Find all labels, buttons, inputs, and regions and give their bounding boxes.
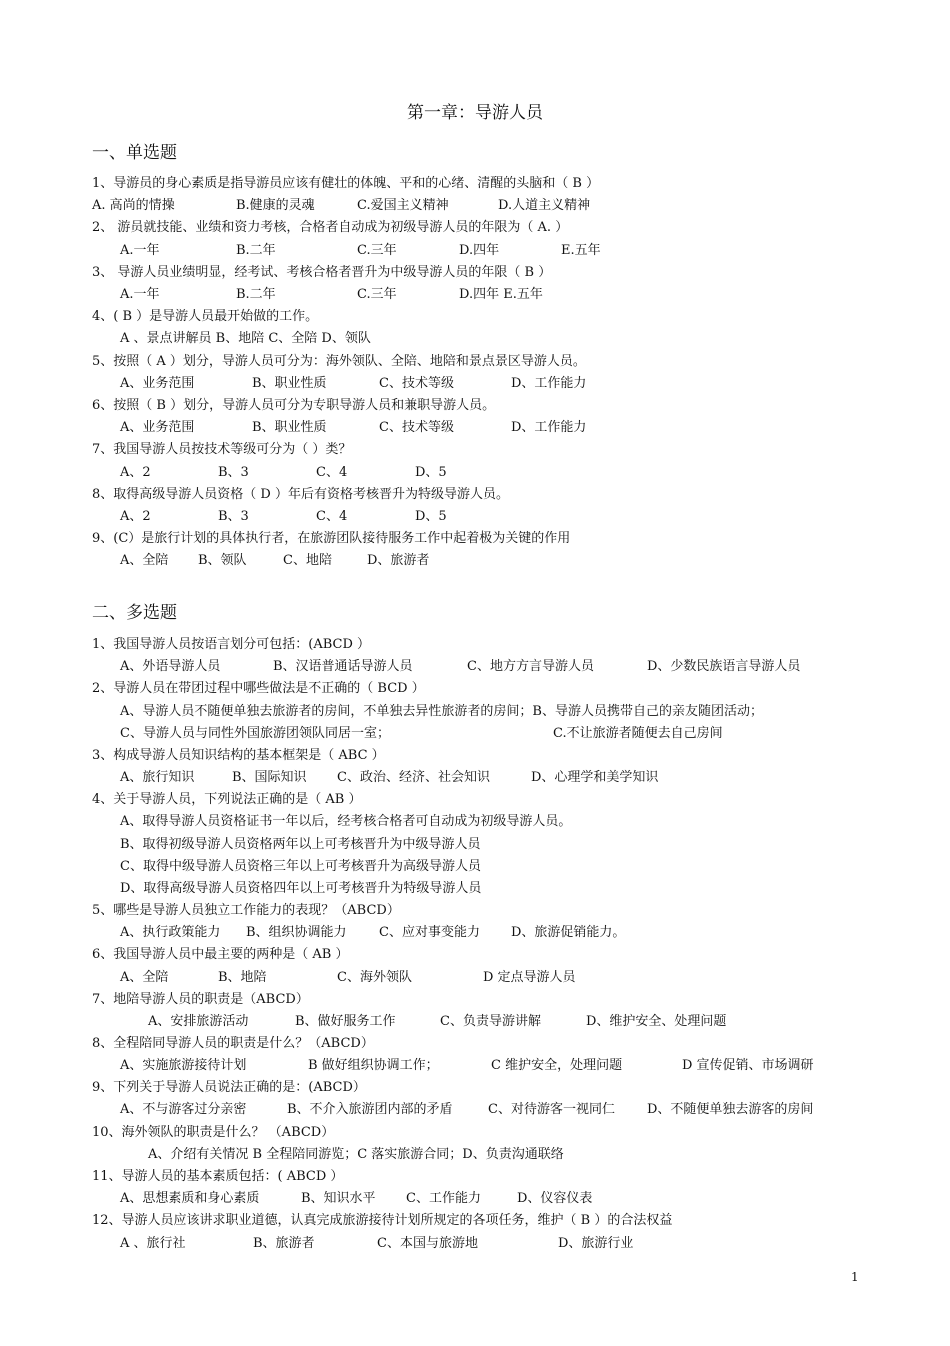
option: D、心理学和美学知识	[531, 770, 659, 785]
question-text: 1、我国导游人员按语言划分可包括：(ABCD ）	[92, 637, 371, 652]
option: B、国际知识	[232, 770, 307, 785]
option: A. 高尚的情操	[92, 198, 175, 213]
option: C、4	[316, 509, 348, 524]
option: A、实施旅游接待计划	[120, 1058, 247, 1073]
section-heading-single: 一、单选题	[92, 143, 177, 163]
option: C、负责导游讲解	[440, 1014, 541, 1029]
section-heading-multiple: 二、多选题	[92, 603, 177, 623]
option: C.三年	[357, 287, 397, 302]
option: A、2	[120, 465, 151, 480]
question-text: 11、导游人员的基本素质包括：( ABCD ）	[92, 1169, 344, 1184]
option: A、2	[120, 509, 151, 524]
option: B、3	[218, 465, 249, 480]
option: C、政治、经济、社会知识	[337, 770, 490, 785]
option: E.五年	[561, 243, 601, 258]
question-text: 9、(C）是旅行计划的具体执行者，在旅游团队接待服务工作中起着极为关键的作用	[92, 531, 571, 546]
option: D、旅游者	[367, 553, 430, 568]
question-text: 3、构成导游人员知识结构的基本框架是（ ABC ）	[92, 748, 385, 763]
option: C、工作能力	[406, 1191, 481, 1206]
option: B、旅游者	[253, 1236, 315, 1251]
option-line: B、取得初级导游人员资格两年以上可考核晋升为中级导游人员	[120, 837, 481, 852]
option: C、技术等级	[379, 420, 454, 435]
question-text: 4、( B ）是导游人员最开始做的工作。	[92, 309, 319, 324]
question-text: 6、按照（ B ）划分，导游人员可分为专职导游人员和兼职导游人员。	[92, 398, 496, 413]
option: A、思想素质和身心素质	[120, 1191, 260, 1206]
option: C、导游人员与同性外国旅游团领队同居一室；	[120, 726, 390, 741]
option: D、旅游行业	[558, 1236, 634, 1251]
question-text: 7、地陪导游人员的职责是（ABCD）	[92, 992, 309, 1007]
option: C、技术等级	[379, 376, 454, 391]
option: B、职业性质	[252, 376, 327, 391]
option: D、少数民族语言导游人员	[647, 659, 801, 674]
option: B、汉语普通话导游人员	[273, 659, 413, 674]
option: D、旅游促销能力。	[511, 925, 626, 940]
option: C、应对事变能力	[379, 925, 480, 940]
question-text: 4、关于导游人员，下列说法正确的是（ AB ）	[92, 792, 362, 807]
option: B、地陪	[218, 970, 267, 985]
option: C、地陪	[283, 553, 332, 568]
question-text: 10、海外领队的职责是什么？ （ABCD）	[92, 1125, 335, 1140]
option: A、外语导游人员	[120, 659, 221, 674]
option: C.不让旅游者随便去自己房间	[553, 726, 723, 741]
option: D、维护安全、处理问题	[586, 1014, 727, 1029]
option: C、海外领队	[337, 970, 412, 985]
option: B、组织协调能力	[246, 925, 347, 940]
option: A、全陪	[120, 970, 169, 985]
option: A、导游人员不随便单独去旅游者的房间，不单独去异性旅游者的房间；B、导游人员携带自己的亲友随团活动；	[120, 704, 763, 719]
option: B、职业性质	[252, 420, 327, 435]
option: A、全陪	[120, 553, 169, 568]
option: C.三年	[357, 243, 397, 258]
question-text: 2、 游员就技能、业绩和资力考核，合格者自动成为初级导游人员的年限为（ A. ）	[92, 220, 569, 235]
question-text: 5、按照（ A ）划分，导游人员可分为：海外领队、全陪、地陪和景点景区导游人员。	[92, 354, 586, 369]
option: D、工作能力	[511, 376, 587, 391]
option: A、业务范围	[120, 420, 195, 435]
option: D、5	[415, 465, 447, 480]
option: C、地方方言导游人员	[467, 659, 594, 674]
option: B.健康的灵魂	[236, 198, 315, 213]
option: C、对待游客一视同仁	[488, 1102, 615, 1117]
option: B、领队	[198, 553, 247, 568]
question-text: 12、导游人员应该讲求职业道德，认真完成旅游接待计划所规定的各项任务，维护（ B ）的合法权益	[92, 1213, 673, 1228]
option: B 做好组织协调工作；	[308, 1058, 439, 1073]
question-text: 2、导游人员在带团过程中哪些做法是不正确的（ BCD ）	[92, 681, 425, 696]
option: B、知识水平	[301, 1191, 376, 1206]
option: C、4	[316, 465, 348, 480]
option: A、安排旅游活动	[148, 1014, 249, 1029]
option: A 、旅行社	[120, 1236, 186, 1251]
option: C、本国与旅游地	[377, 1236, 478, 1251]
option: A.一年	[120, 243, 160, 258]
question-text: 7、我国导游人员按技术等级可分为（ ）类？	[92, 442, 352, 457]
option: B.二年	[236, 287, 276, 302]
option: D、工作能力	[511, 420, 587, 435]
option: D、不随便单独去游客的房间	[647, 1102, 814, 1117]
option: B、3	[218, 509, 249, 524]
page-number: 1	[851, 1270, 859, 1284]
option: A、业务范围	[120, 376, 195, 391]
option: D.四年 E.五年	[459, 287, 543, 302]
option: A、执行政策能力	[120, 925, 221, 940]
option: C.爱国主义精神	[357, 198, 449, 213]
option-line: D、取得高级导游人员资格四年以上可考核晋升为特级导游人员	[120, 881, 482, 896]
option: D、5	[415, 509, 447, 524]
option: B、不介入旅游团内部的矛盾	[287, 1102, 453, 1117]
question-text: 8、取得高级导游人员资格（ D ）年后有资格考核晋升为特级导游人员。	[92, 487, 509, 502]
question-text: 8、全程陪同导游人员的职责是什么？（ABCD）	[92, 1036, 374, 1051]
option: B、做好服务工作	[295, 1014, 396, 1029]
option: B.二年	[236, 243, 276, 258]
option: D、仪容仪表	[517, 1191, 593, 1206]
option-line: A、取得导游人员资格证书一年以后，经考核合格者可自动成为初级导游人员。	[120, 814, 572, 829]
option: D.四年	[459, 243, 500, 258]
option-line: C、取得中级导游人员资格三年以上可考核晋升为高级导游人员	[120, 859, 481, 874]
option: A.一年	[120, 287, 160, 302]
question-text: 9、下列关于导游人员说法正确的是：(ABCD）	[92, 1080, 366, 1095]
question-text: 5、哪些是导游人员独立工作能力的表现？（ABCD）	[92, 903, 400, 918]
option: A、不与游客过分亲密	[120, 1102, 247, 1117]
option: D 定点导游人员	[483, 970, 576, 985]
option: A 、景点讲解员 B、地陪 C、全陪 D、领队	[120, 331, 371, 346]
option: C 维护安全，处理问题	[491, 1058, 623, 1073]
option: D.人道主义精神	[498, 198, 591, 213]
option: A、旅行知识	[120, 770, 195, 785]
question-text: 6、我国导游人员中最主要的两种是（ AB ）	[92, 947, 349, 962]
chapter-title: 第一章：导游人员	[407, 103, 543, 123]
option: A、介绍有关情况 B 全程陪同游览；C 落实旅游合同；D、负责沟通联络	[148, 1147, 564, 1162]
question-text: 1、导游员的身心素质是指导游员应该有健壮的体魄、平和的心绪、清醒的头脑和（ B ）	[92, 176, 600, 191]
question-text: 3、 导游人员业绩明显，经考试、考核合格者晋升为中级导游人员的年限（ B ）	[92, 265, 552, 280]
option: D 宣传促销、市场调研	[682, 1058, 814, 1073]
